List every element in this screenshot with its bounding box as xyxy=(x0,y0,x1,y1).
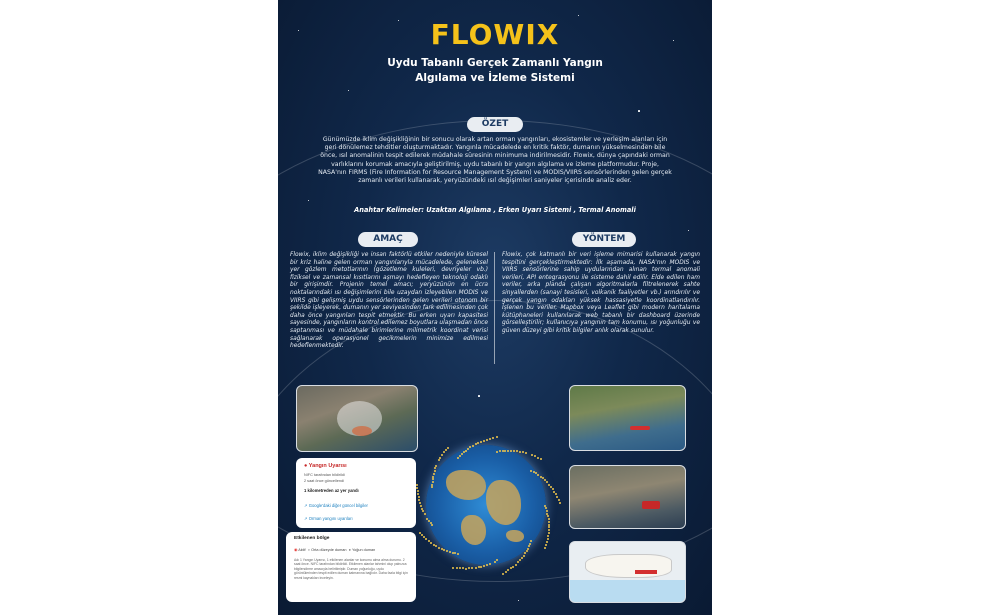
abstract-text: Günümüzde iklim değişikliğinin bir sonucu olarak artan orman yangınları, ekosistemler ve yerleşim alanları için geri dönülemez tehditler oluşturmaktadır. Yangınla mücadelede en kritik faktör, dumanın yükselmesinden bile önce, ısıl anomalinin tespit edilerek müdahale süresinin minimuma indirilmesidir. Flowix, dünya çapındaki orman varlıklarını korumak amacıyla geliştirilmiş, uydu tabanlı bir yangın algılama ve izleme platformudur. Proje, NASA'nın FIRMS (Fire Information for Resource Management System) ve MODIS/VIIRS sensörlerinden gelen gerçek zamanlı verileri kullanarak, yeryüzündeki ısıl değişimleri saniyeler içerisinde analiz eder. xyxy=(318,136,672,185)
fire-marker xyxy=(635,570,657,574)
satellite-dot xyxy=(540,458,542,460)
google-updates-link-text: Google'daki diğer güncel bilgiler xyxy=(308,503,368,508)
poster-title: FLOWIX xyxy=(430,18,560,51)
subtitle-line-2: Algılama ve İzleme Sistemi xyxy=(415,72,575,84)
satellite-dot xyxy=(441,548,443,550)
satellite-dot xyxy=(472,445,474,447)
star xyxy=(578,15,579,16)
wildfire-satellite-photo xyxy=(296,385,418,452)
satellite-dot xyxy=(433,544,435,546)
satellite-dot xyxy=(521,557,523,559)
subtitle-line-1: Uydu Tabanlı Gerçek Zamanlı Yangın xyxy=(387,57,603,69)
continent xyxy=(506,530,524,542)
satellite-dot xyxy=(478,566,480,568)
continent xyxy=(446,470,486,500)
medium-smoke-legend-icon: ● xyxy=(307,548,310,552)
satellite-dot xyxy=(496,436,498,438)
satellite-dot xyxy=(546,510,548,512)
satellite-dot xyxy=(486,564,488,566)
satellite-dot xyxy=(507,450,509,452)
column-divider xyxy=(494,252,495,364)
fire-marker xyxy=(630,426,650,430)
satellite-dot xyxy=(510,450,512,452)
satellite-dot xyxy=(519,451,521,453)
legend-medium-smoke: Orta düzeyde duman xyxy=(311,548,347,552)
satellite-dot xyxy=(480,441,482,443)
satellite-dot xyxy=(505,571,507,573)
alert-title-text: Yangın Uyarısı xyxy=(308,463,347,469)
satellite-dot xyxy=(447,447,449,449)
fire-marker xyxy=(642,501,660,509)
fire-map-turkey-3 xyxy=(569,541,686,603)
satellite-dot xyxy=(434,470,436,472)
satellite-dot xyxy=(456,567,458,569)
satellite-dot xyxy=(548,484,550,486)
alert-updated: 2 saat önce güncellendi xyxy=(304,479,344,483)
satellite-dot xyxy=(486,439,488,441)
satellite-dot xyxy=(502,573,504,575)
satellite-dot xyxy=(526,550,528,552)
satellite-dot xyxy=(483,440,485,442)
satellite-dot xyxy=(419,532,421,534)
satellite-dot xyxy=(465,568,467,570)
satellite-dot xyxy=(531,454,533,456)
continent xyxy=(486,480,521,525)
legend-active: Aktif xyxy=(298,548,306,552)
satellite-dot xyxy=(465,450,467,452)
fire-alert-card xyxy=(296,458,416,528)
affected-region-card xyxy=(286,532,416,602)
fire-icon: ● xyxy=(304,463,308,469)
satellite-dot xyxy=(489,438,491,440)
satellite-dot xyxy=(424,513,426,515)
continent xyxy=(461,515,486,545)
satellite-dot xyxy=(502,450,504,452)
wildfire-alerts-link[interactable] xyxy=(304,516,353,521)
active-legend-icon: ◉ xyxy=(294,548,298,552)
satellite-dot xyxy=(548,524,550,526)
satellite-dot xyxy=(421,534,423,536)
satellite-dot xyxy=(496,451,498,453)
alert-title xyxy=(304,463,347,469)
satellite-dot xyxy=(420,505,422,507)
fire-map-turkey-1 xyxy=(569,385,686,451)
external-link-icon: ↗ xyxy=(304,516,308,521)
satellite-dot xyxy=(548,521,550,523)
purpose-text: Flowix, iklim değişikliği ve insan faktörlü etkiler nedeniyle küresel bir kriz haline gelen orman yangınlarıyla mücadelede, geleneksel yer gözlem metotlarının (gözetleme kuleleri, devriyeler vb.) fiziksel ve zamansal kısıtlarını aşmayı hedefleyen teknoloji odaklı bir girişimdir. Projenin temel amacı; yeryüzünün en ücra noktalarındaki ısı değişimlerini bile uzaydan izleyebilen MODIS ve VIIRS gibi gelişmiş uydu sensörlerinden gelen verileri otonom bir şekilde işleyerek, dumanın yer seviyesinden fark edilmesinden çok daha önce yangınları tespit etmektir. Bu erken uyarı kapasitesi sayesinde, yangınların kontrol edilemez boyutlara ulaşmadan önce saptanması ve müdahale birimlerine milimetrik koordinat verisi sağlanarak operasyonel gecikmelerin minimize edilmesi hedeflenmektedir. xyxy=(290,252,488,350)
turkey-outline xyxy=(585,554,672,578)
satellite-dot xyxy=(452,552,454,554)
satellite-dot xyxy=(513,450,515,452)
region-description: Adı 1 Yangın Uyarısı, 1 etkilenen alanlar ve konumu alma alma durumu. 2 saat önce. NIFC tarafından bildirildi. Etkilenen alanlar tahmini olup yalnızca bilgilendirme amacıyla belirtilmiştir. Duman yoğunluğu, uydu görüntülerinden tespit edilen duman katmanına bağlıdır. Daha fazla bilgi için resmi kaynakları inceleyin. xyxy=(294,558,408,580)
satellite-dot xyxy=(457,553,459,555)
satellite-dot xyxy=(515,564,517,566)
google-updates-link[interactable] xyxy=(304,503,368,508)
satellite-dot xyxy=(489,563,491,565)
method-heading: YÖNTEM xyxy=(572,232,636,247)
satellite-dot xyxy=(475,443,477,445)
satellite-dot xyxy=(548,518,550,520)
poster-subtitle xyxy=(338,56,652,86)
legend-dense-smoke: Yoğun duman xyxy=(351,548,376,552)
alert-reporter: NIFC tarafından bildirildi xyxy=(304,473,345,477)
satellite-dot xyxy=(537,457,539,459)
purpose-heading: AMAÇ xyxy=(358,232,418,247)
satellite-dot xyxy=(445,449,447,451)
fire-map-turkey-2 xyxy=(569,465,686,529)
satellite-dot xyxy=(430,522,432,524)
star xyxy=(638,110,640,112)
satellite-dot xyxy=(494,561,496,563)
sea xyxy=(570,580,685,602)
external-link-icon: ↗ xyxy=(304,503,308,508)
star xyxy=(348,90,349,91)
wildfire-alerts-link-text: Orman yangını uyarıları xyxy=(308,516,353,521)
satellite-dot xyxy=(438,547,440,549)
satellite-dot xyxy=(449,551,451,553)
method-text: Flowix, çok katmanlı bir veri işleme mimarisi kullanarak yangın tespitini gerçekleştirmektedir: İlk aşamada, NASA'nın MODIS ve VIIRS sensörlerine sahip uydularından alınan termal anomali verileri, API entegrasyonu ile sisteme dahil edilir. Elde edilen ham veriler, arka planda çalışan algoritmalarla filtrelenerek sahte sinyallerden (sanayi tesisleri, volkanik faaliyetler vb.) arındırılır ve gerçek yangın odakları yüksek hassasiyetle koordinatlandırılır. İşlenen bu veriler, Mapbox veya Leaflet gibi modern haritalama kütüphaneleri kullanılarak web tabanlı bir dashboard üzerinde görselleştirilir; kullanıcıya yangının tam konumu, ısı yoğunluğu ve güven düzeyi gibi kritik bilgiler anlık olarak sunulur. xyxy=(502,252,700,334)
satellite-dot xyxy=(452,567,454,569)
satellite-dot xyxy=(433,473,435,475)
fire-spot xyxy=(352,426,372,436)
satellite-dot xyxy=(523,555,525,557)
satellite-dot xyxy=(558,499,560,501)
satellite-dot xyxy=(467,448,469,450)
region-title: Etkilenen bölge xyxy=(294,536,330,541)
poster xyxy=(278,0,712,615)
abstract-heading: ÖZET xyxy=(467,117,523,132)
region-legend xyxy=(294,547,375,552)
satellite-dot xyxy=(547,538,549,540)
alert-burn-area: 1 kilometreden az yer yandı xyxy=(304,488,359,493)
keywords: Anahtar Kelimeler: Uzaktan Algılama , Erken Uyarı Sistemi , Termal Anomali xyxy=(354,206,636,214)
dense-smoke-legend-icon: ● xyxy=(348,548,351,552)
satellite-dot xyxy=(559,502,561,504)
satellite-dot xyxy=(432,481,434,483)
satellite-dot xyxy=(475,567,477,569)
